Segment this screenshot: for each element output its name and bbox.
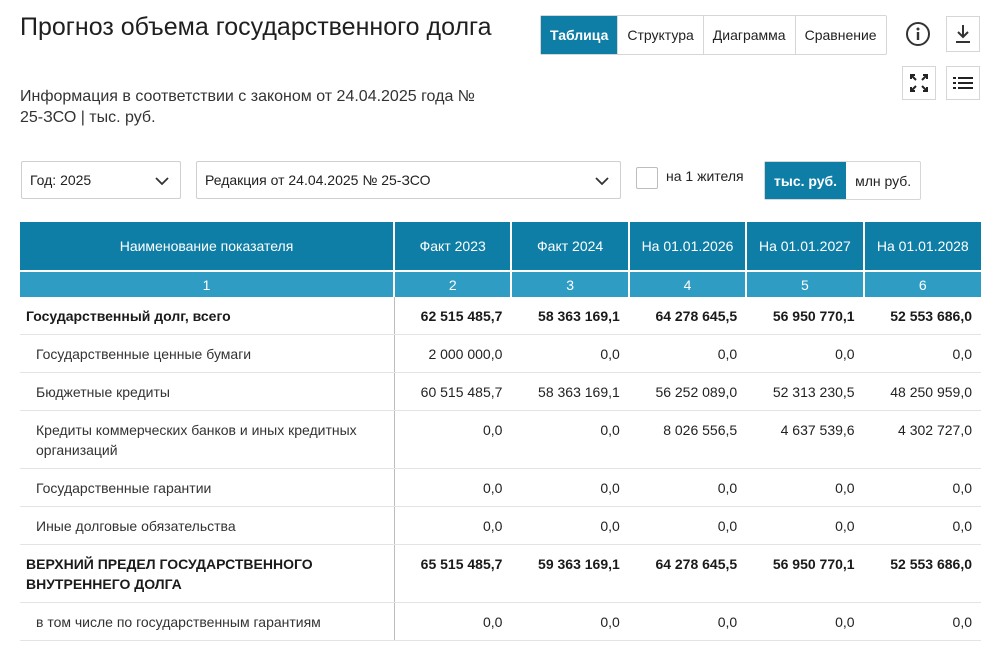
- column-number: 1: [20, 271, 394, 297]
- view-tabs: [540, 15, 887, 55]
- row-label: Иные долговые обязательства: [20, 507, 394, 545]
- download-button[interactable]: [946, 16, 980, 52]
- cell-value: 4 637 539,6: [746, 411, 863, 469]
- chevron-down-icon: [594, 173, 610, 189]
- unit-million-rub[interactable]: млн руб.: [855, 172, 912, 189]
- column-number-row: [20, 271, 981, 297]
- per-capita-checkbox[interactable]: [636, 167, 658, 189]
- row-label: Государственные гарантии: [20, 469, 394, 507]
- cell-value: 52 553 686,0: [864, 545, 981, 603]
- list-icon: [953, 75, 973, 91]
- row-label: Бюджетные кредиты: [20, 373, 394, 411]
- cell-value: 0,0: [511, 507, 628, 545]
- cell-value: 0,0: [746, 335, 863, 373]
- fullscreen-button[interactable]: [902, 66, 936, 100]
- cell-value: 65 515 485,7: [394, 545, 511, 603]
- cell-value: 59 363 169,1: [511, 545, 628, 603]
- tab-diagram[interactable]: Диаграмма: [703, 16, 795, 54]
- column-header: На 01.01.2026: [629, 222, 746, 271]
- row-label: Кредиты коммерческих банков и иных кредитных организаций: [20, 411, 394, 469]
- table-row: [20, 603, 981, 641]
- cell-value: 0,0: [511, 335, 628, 373]
- per-capita-label: на 1 жителя: [666, 168, 744, 184]
- year-select-value: Год: 2025: [30, 172, 92, 188]
- column-number: 4: [629, 271, 746, 297]
- cell-value: 0,0: [629, 507, 746, 545]
- table-row: [20, 507, 981, 545]
- cell-value: 0,0: [394, 411, 511, 469]
- cell-value: 2 000 000,0: [394, 335, 511, 373]
- debt-table: [20, 222, 981, 641]
- year-select[interactable]: [21, 161, 181, 199]
- cell-value: 0,0: [629, 469, 746, 507]
- column-header: Наименование показателя: [20, 222, 394, 271]
- column-header: Факт 2023: [394, 222, 511, 271]
- column-number: 3: [511, 271, 628, 297]
- cell-value: 0,0: [746, 603, 863, 641]
- page-subtitle: Информация в соответствии с законом от 24.04.2025 года № 25-ЗСО | тыс. руб.: [20, 88, 475, 126]
- column-number: 6: [864, 271, 981, 297]
- edition-select-value: Редакция от 24.04.2025 № 25-ЗСО: [205, 172, 431, 188]
- cell-value: 0,0: [864, 603, 981, 641]
- cell-value: 0,0: [394, 469, 511, 507]
- table-header-row: [20, 222, 981, 271]
- page-title: Прогноз объема государственного долга: [20, 13, 492, 41]
- table-row: [20, 297, 981, 335]
- cell-value: 0,0: [629, 335, 746, 373]
- column-header: На 01.01.2028: [864, 222, 981, 271]
- cell-value: 64 278 645,5: [629, 297, 746, 335]
- cell-value: 58 363 169,1: [511, 373, 628, 411]
- table-row: [20, 373, 981, 411]
- table-row: [20, 335, 981, 373]
- list-button[interactable]: [946, 66, 980, 100]
- cell-value: 0,0: [394, 507, 511, 545]
- cell-value: 0,0: [746, 469, 863, 507]
- cell-value: 0,0: [864, 335, 981, 373]
- cell-value: 0,0: [864, 469, 981, 507]
- table-row: [20, 411, 981, 469]
- info-button[interactable]: [904, 20, 932, 48]
- cell-value: 52 313 230,5: [746, 373, 863, 411]
- cell-value: 56 252 089,0: [629, 373, 746, 411]
- cell-value: 0,0: [864, 507, 981, 545]
- row-label: Государственный долг, всего: [20, 297, 394, 335]
- unit-thousand-rub[interactable]: тыс. руб.: [765, 162, 846, 199]
- row-label: в том числе по государственным гарантиям: [20, 603, 394, 641]
- fullscreen-icon: [909, 73, 929, 93]
- info-icon: [905, 21, 931, 47]
- cell-value: 4 302 727,0: [864, 411, 981, 469]
- edition-select[interactable]: [196, 161, 621, 199]
- tab-comparison[interactable]: Сравнение: [795, 16, 886, 54]
- row-label: ВЕРХНИЙ ПРЕДЕЛ ГОСУДАРСТВЕННОГО ВНУТРЕННЕГО ДОЛГА: [20, 545, 394, 603]
- column-header: На 01.01.2027: [746, 222, 863, 271]
- cell-value: 0,0: [629, 603, 746, 641]
- tab-structure[interactable]: Структура: [617, 16, 702, 54]
- column-header: Факт 2024: [511, 222, 628, 271]
- column-number: 2: [394, 271, 511, 297]
- cell-value: 52 553 686,0: [864, 297, 981, 335]
- download-icon: [953, 23, 973, 45]
- cell-value: 48 250 959,0: [864, 373, 981, 411]
- column-number: 5: [746, 271, 863, 297]
- cell-value: 62 515 485,7: [394, 297, 511, 335]
- chevron-down-icon: [154, 173, 170, 189]
- cell-value: 0,0: [511, 469, 628, 507]
- cell-value: 64 278 645,5: [629, 545, 746, 603]
- row-label: Государственные ценные бумаги: [20, 335, 394, 373]
- cell-value: 0,0: [746, 507, 863, 545]
- units-toggle: [764, 161, 921, 200]
- table-row: [20, 469, 981, 507]
- cell-value: 0,0: [511, 411, 628, 469]
- tab-table[interactable]: Таблица: [541, 16, 617, 54]
- cell-value: 0,0: [394, 603, 511, 641]
- table-row: [20, 545, 981, 603]
- cell-value: 0,0: [511, 603, 628, 641]
- cell-value: 56 950 770,1: [746, 545, 863, 603]
- cell-value: 58 363 169,1: [511, 297, 628, 335]
- cell-value: 8 026 556,5: [629, 411, 746, 469]
- cell-value: 60 515 485,7: [394, 373, 511, 411]
- cell-value: 56 950 770,1: [746, 297, 863, 335]
